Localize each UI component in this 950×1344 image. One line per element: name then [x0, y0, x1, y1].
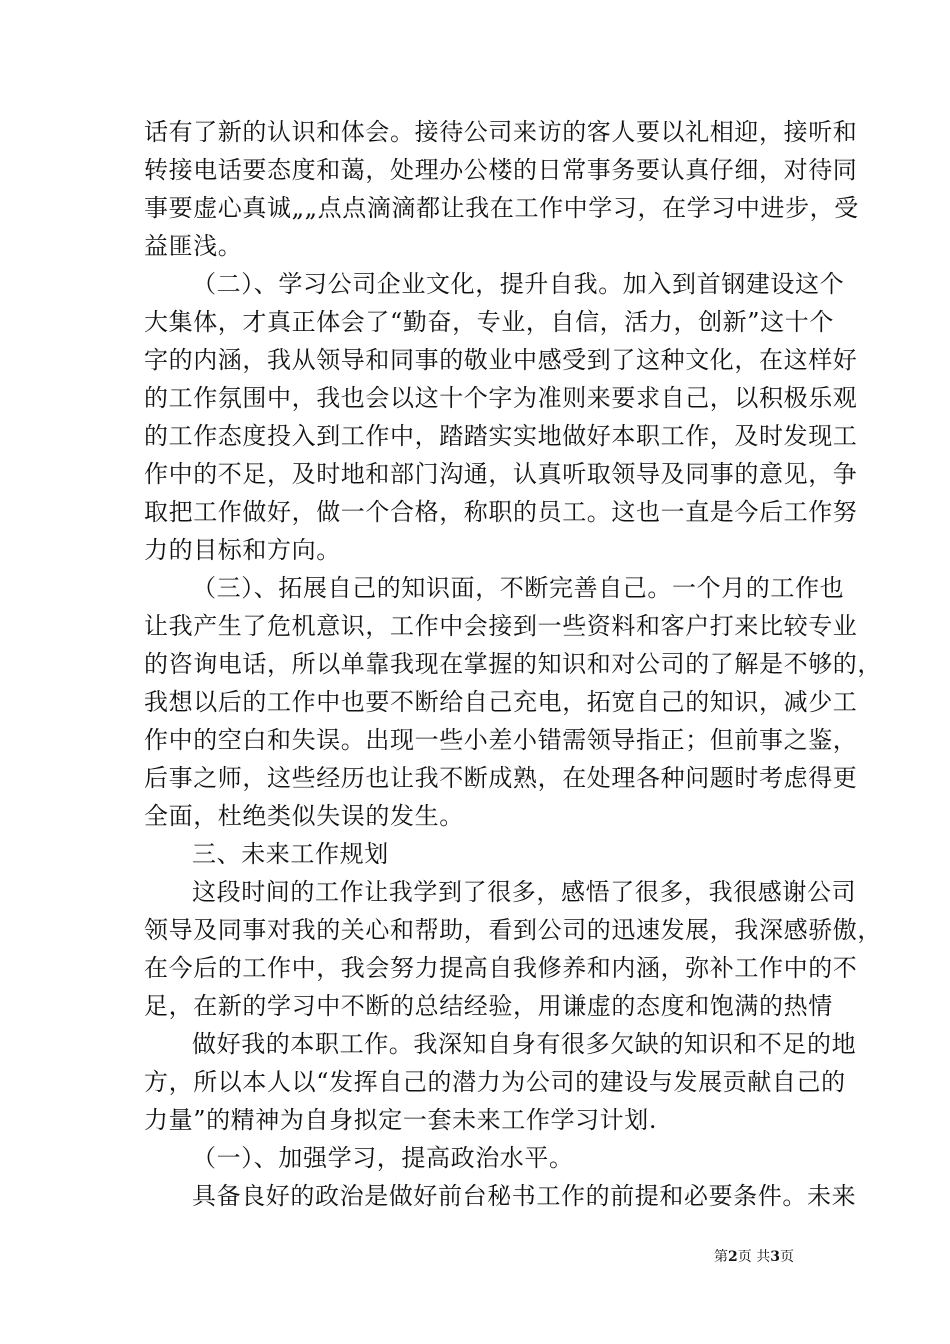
footer-page-number: 2: [728, 1249, 738, 1265]
footer-total-pages: 3: [770, 1249, 780, 1265]
body-line: 作中的不足，及时地和部门沟通，认真听取领导及同事的意见，争: [144, 460, 858, 488]
body-line: 这段时间的工作让我学到了很多，感悟了很多，我很感谢公司: [192, 878, 857, 906]
body-line: 取把工作做好，做一个合格，称职的员工。这也一直是今后工作努: [144, 498, 858, 526]
body-line: 方，所以本人以“发挥自己的潜力为公司的建设与发展贡献自己的: [144, 1068, 846, 1096]
page-footer: [714, 1248, 794, 1266]
body-line: 我想以后的工作中也要不断给自己充电，拓宽自己的知识，减少工: [144, 688, 858, 716]
body-line: 的工作氛围中，我也会以这十个字为准则来要求自己，以积极乐观: [144, 384, 858, 412]
body-line: 的工作态度投入到工作中，踏踏实实地做好本职工作，及时发现工: [144, 422, 858, 450]
body-line: 让我产生了危机意识，工作中会接到一些资料和客户打来比较专业: [144, 612, 858, 640]
section-heading: 三、未来工作规划: [192, 840, 389, 868]
body-line: 大集体，才真正体会了“勤奋，专业，自信，活力，创新”这十个: [144, 308, 834, 336]
body-line: 的咨询电话，所以单靠我现在掌握的知识和对公司的了解是不够的，: [144, 650, 882, 678]
section-two-heading-line: （二）、学习公司企业文化，提升自我。加入到首钢建设这个: [192, 270, 845, 298]
body-line: 在今后的工作中，我会努力提高自我修养和内涵，弥补工作中的不: [144, 954, 858, 982]
footer-suffix: 页: [779, 1249, 794, 1265]
body-line: 作中的空白和失误。出现一些小差小错需领导指正；但前事之鉴，: [144, 726, 858, 754]
body-line: 转接电话要态度和蔼，处理办公楼的日常事务要认真仔细，对待同: [144, 156, 858, 184]
body-line: 事要虚心真诚„„点点滴滴都让我在工作中学习，在学习中进步，受: [144, 194, 859, 222]
body-line: 字的内涵，我从领导和同事的敬业中感受到了这种文化，在这样好: [144, 346, 858, 374]
body-line: 力的目标和方向。: [144, 536, 341, 564]
footer-prefix: 第: [714, 1249, 728, 1265]
body-line: 领导及同事对我的关心和帮助，看到公司的迅速发展，我深感骄傲，: [144, 916, 882, 944]
body-line: 后事之师，这些经历也让我不断成熟，在处理各种问题时考虑得更: [144, 764, 858, 792]
body-line: 足，在新的学习中不断的总结经验，用谦虚的态度和饱满的热情: [144, 992, 833, 1020]
body-line: 具备良好的政治是做好前台秘书工作的前提和必要条件。未来: [192, 1182, 857, 1210]
section-three-heading-line: （三）、拓展自己的知识面，不断完善自己。一个月的工作也: [192, 574, 845, 602]
body-line: 益匪浅。: [144, 232, 243, 260]
body-line: 话有了新的认识和体会。接待公司来访的客人要以礼相迎，接听和: [144, 118, 858, 146]
body-line: 全面，杜绝类似失误的发生。: [144, 802, 464, 830]
body-line: 力量”的精神为自身拟定一套未来工作学习计划.: [144, 1106, 658, 1134]
body-line: 做好我的本职工作。我深知自身有很多欠缺的知识和不足的地: [192, 1030, 857, 1058]
subsection-heading: （一）、加强学习，提高政治水平。: [192, 1144, 574, 1172]
footer-middle: 页 共: [737, 1249, 771, 1265]
